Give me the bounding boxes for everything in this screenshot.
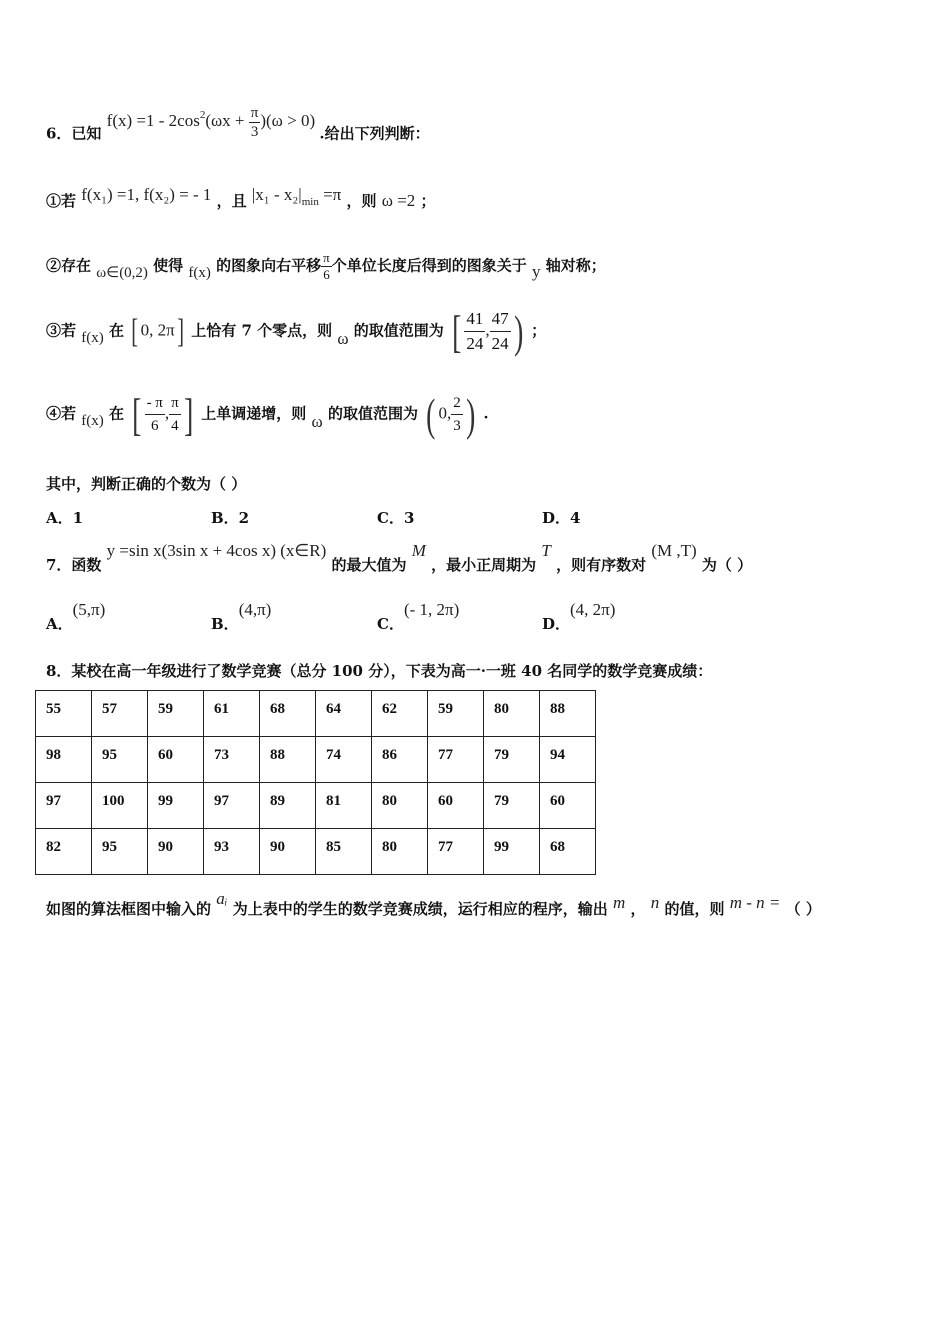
table-cell: 62 bbox=[372, 691, 428, 737]
table-cell: 79 bbox=[484, 783, 540, 829]
table-cell: 97 bbox=[204, 783, 260, 829]
q7-stem: 7．函数 y =sin x(3sin x + 4cos x) (x∈R) 的最大值为 M ，最小正周期为 T ，则有序数对 (M ,T) 为（ ） bbox=[46, 541, 753, 574]
q7-option-a[interactable]: A．(5,π) bbox=[46, 600, 106, 633]
table-cell: 59 bbox=[428, 691, 484, 737]
table-cell: 57 bbox=[92, 691, 148, 737]
table-row bbox=[36, 737, 596, 783]
table-cell: 99 bbox=[148, 783, 204, 829]
q6-formula: $f(x) =1 - 2\cos^2(\omega x$ + $\frac{\pi}{3}$ )(ω > 0) bbox=[106, 105, 316, 140]
table-cell: 88 bbox=[540, 691, 596, 737]
table-cell: 98 bbox=[36, 737, 92, 783]
q6-prefix: 6．已知 bbox=[46, 124, 102, 143]
score-table bbox=[35, 690, 596, 875]
table-cell: 95 bbox=[92, 829, 148, 875]
q6-fraction: $\frac{\pi}{3}$ bbox=[250, 105, 259, 140]
table-cell: 93 bbox=[204, 829, 260, 875]
q6-option-a[interactable]: A．1 bbox=[46, 509, 84, 527]
q6-option-b[interactable]: B．2 bbox=[211, 509, 250, 527]
table-cell: 55 bbox=[36, 691, 92, 737]
table-cell: 59 bbox=[148, 691, 204, 737]
q7-option-d[interactable]: D．(4, 2π) bbox=[542, 600, 616, 633]
q6-question: 其中，判断正确的个数为（ ） bbox=[46, 475, 247, 493]
table-cell: 60 bbox=[428, 783, 484, 829]
q7-option-c[interactable]: C．(- 1, 2π) bbox=[377, 600, 460, 633]
q6-statement-2: ②存在 ω∈(0,2) 使得 f(x) 的图象向右平移 $\frac{\pi}{6}$ 个单位长度后得到的图象关于 y 轴对称； bbox=[46, 250, 606, 282]
table-cell: 95 bbox=[92, 737, 148, 783]
q6-statement-4: ④若 f(x) 在 [ $\frac{- \pi}{6}$ , $\frac{\pi}{4}$ ] 上单调递增，则 ω 的取值范围为 ( 0, $\frac{2}{3}$ ) . bbox=[46, 389, 489, 440]
table-cell: 80 bbox=[372, 783, 428, 829]
table-cell: 74 bbox=[316, 737, 372, 783]
table-cell: 79 bbox=[484, 737, 540, 783]
table-cell: 100 bbox=[92, 783, 148, 829]
table-cell: 99 bbox=[484, 829, 540, 875]
table-cell: 77 bbox=[428, 737, 484, 783]
q7-option-b[interactable]: B．(4,π) bbox=[211, 600, 272, 633]
q6-stem bbox=[46, 105, 430, 153]
table-cell: 90 bbox=[148, 829, 204, 875]
table-cell: 60 bbox=[540, 783, 596, 829]
table-cell: 73 bbox=[204, 737, 260, 783]
table-cell: 81 bbox=[316, 783, 372, 829]
q6-suffix: .给出下列判断： bbox=[319, 124, 430, 143]
q6-statement-1: ①若 f(x₁) =1, f(x₂) = - 1 ，且 $|x_1 - x_2|_{min} =\pi$ ，则 ω =2 ； bbox=[46, 185, 436, 210]
table-cell: 90 bbox=[260, 829, 316, 875]
q7-formula: y =sin x(3sin x + 4cos x) (x∈R) bbox=[106, 541, 327, 560]
table-cell: 85 bbox=[316, 829, 372, 875]
table-cell: 82 bbox=[36, 829, 92, 875]
table-cell: 80 bbox=[372, 829, 428, 875]
table-cell: 97 bbox=[36, 783, 92, 829]
table-cell: 94 bbox=[540, 737, 596, 783]
table-cell: 80 bbox=[484, 691, 540, 737]
q6-option-c[interactable]: C．3 bbox=[377, 509, 415, 527]
table-cell: 61 bbox=[204, 691, 260, 737]
table-cell: 88 bbox=[260, 737, 316, 783]
q8-intro: 8．某校在高一年级进行了数学竞赛（总分 100 分），下表为高一·一班 40 名同学的数学竞赛成绩： bbox=[46, 662, 713, 680]
table-cell: 77 bbox=[428, 829, 484, 875]
table-cell: 86 bbox=[372, 737, 428, 783]
table-cell: 60 bbox=[148, 737, 204, 783]
table-cell: 64 bbox=[316, 691, 372, 737]
table-row bbox=[36, 691, 596, 737]
table-row bbox=[36, 783, 596, 829]
table-cell: 89 bbox=[260, 783, 316, 829]
q8-followup: 如图的算法框图中输入的 aᵢ 为上表中的学生的数学竞赛成绩，运行相应的程序，输出 m ， n 的值，则 m - n = （ ） bbox=[46, 889, 821, 918]
table-cell: 68 bbox=[540, 829, 596, 875]
q6-option-d[interactable]: D．4 bbox=[542, 509, 581, 527]
q6-statement-3: ③若 f(x) 在 [ 0, 2π] 上恰有 7 个零点，则 ω 的取值范围为 [ $\frac{41}{24}$ , $\frac{47}{24}$ ) ； bbox=[46, 306, 547, 357]
table-cell: 68 bbox=[260, 691, 316, 737]
table-row bbox=[36, 829, 596, 875]
